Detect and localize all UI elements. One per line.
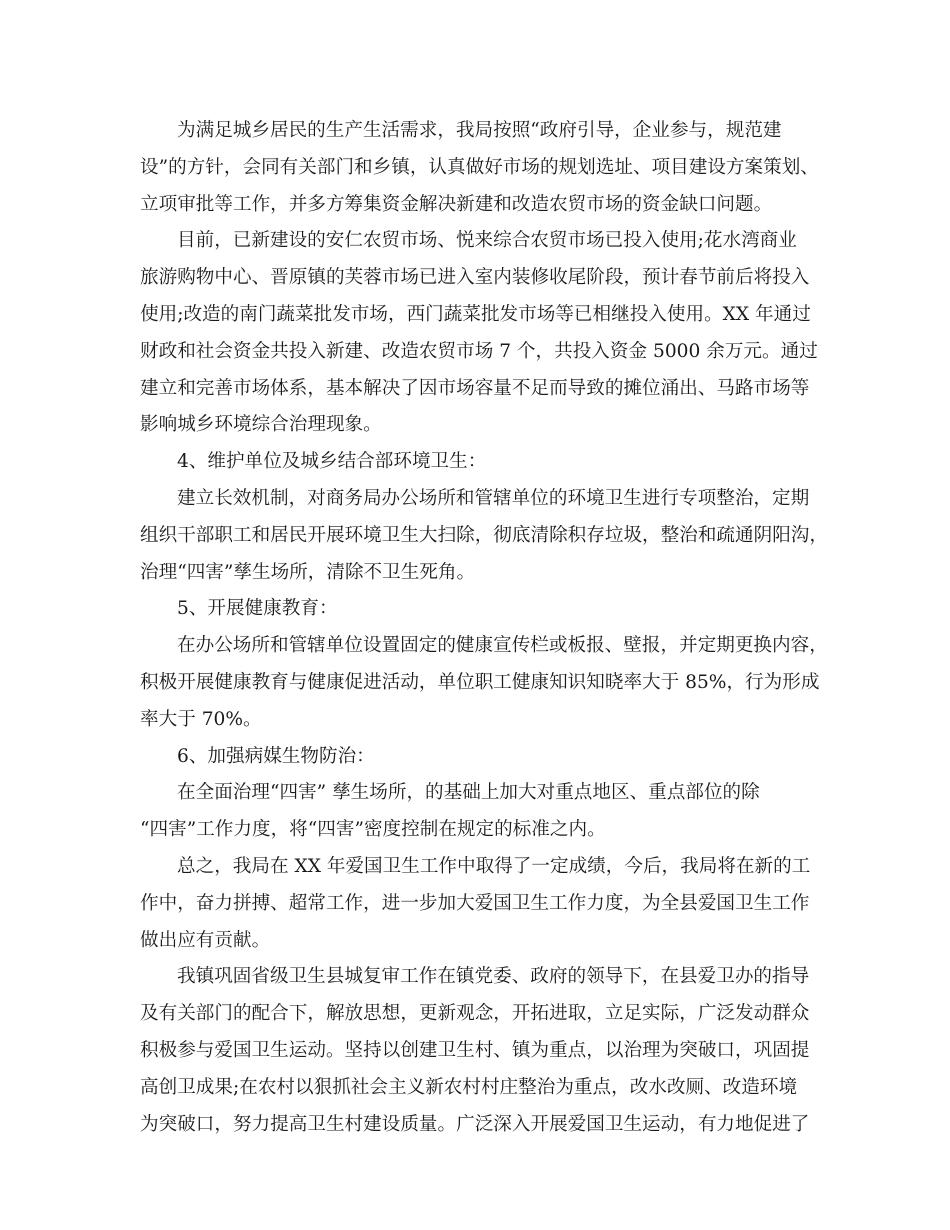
paragraph xyxy=(140,223,830,444)
text-line: 在全面治理“四害” 孳生场所，的基础上加大对重点地区、重点部位的除 xyxy=(177,782,760,804)
paragraph xyxy=(140,849,830,959)
text-line: 旅游购物中心、晋原镇的芙蓉市场已进入室内装修收尾阶段，预计春节前后将投入 xyxy=(140,267,810,289)
paragraph xyxy=(140,628,830,738)
text-line: 建立和完善市场体系，基本解决了因市场容量不足而导致的摊位涌出、马路市场等 xyxy=(140,377,810,399)
text-line: 设”的方针，会同有关部门和乡镇，认真做好市场的规划选址、项目建设方案策划、 xyxy=(140,156,819,178)
text-line: 积极参与爱国卫生运动。坚持以创建卫生村、镇为重点，以治理为突破口，巩固提 xyxy=(140,1039,810,1061)
paragraph xyxy=(140,113,830,223)
text-line: 影响城乡环境综合治理现象。 xyxy=(140,414,382,436)
text-line: 高创卫成果;在农村以狠抓社会主义新农村村庄整治为重点，改水改厕、改造环境 xyxy=(140,1076,798,1098)
text-line: 组织干部职工和居民开展环境卫生大扫除，彻底清除积存垃圾，整治和疏通阴阳沟， xyxy=(140,524,828,546)
paragraph xyxy=(140,775,830,849)
text-line: 为满足城乡居民的生产生活需求，我局按照“政府引导，企业参与，规范建 xyxy=(177,120,782,141)
text-line: 我镇巩固省级卫生县城复审工作在镇党委、政府的领导下，在县爱卫办的指导 xyxy=(177,966,810,988)
section-heading xyxy=(140,591,830,628)
text-line: 总之，我局在 XX 年爱国卫生工作中取得了一定成绩，今后，我局将在新的工 xyxy=(177,855,811,877)
text-line: 5、开展健康教育： xyxy=(177,598,338,620)
text-line: 立项审批等工作，并多方筹集资金解决新建和改造农贸市场的资金缺口问题。 xyxy=(140,193,773,215)
text-line: 及有关部门的配合下，解放思想，更新观念，开拓进取，立足实际，广泛发动群众 xyxy=(140,1003,810,1025)
text-line: 建立长效机制，对商务局办公场所和管辖单位的环境卫生进行专项整治，定期 xyxy=(177,487,810,509)
section-heading xyxy=(140,444,830,481)
text-line: 为突破口，努力提高卫生村建设质量。广泛深入开展爱国卫生运动，有力地促进了 xyxy=(140,1113,810,1135)
text-line: 作中，奋力拼搏、超常工作，进一步加大爱国卫生工作力度，为全县爱国卫生工作 xyxy=(140,892,810,914)
text-line: 率大于 70%。 xyxy=(140,708,262,730)
document-body xyxy=(140,113,830,1143)
text-line: 4、维护单位及城乡结合部环境卫生： xyxy=(177,451,487,473)
section-heading xyxy=(140,739,830,776)
text-line: 财政和社会资金共投入新建、改造农贸市场 7 个，共投入资金 5000 余万元。通过 xyxy=(140,340,818,362)
text-line: 使用;改造的南门蔬菜批发市场，西门蔬菜批发市场等已相继投入使用。XX 年通过 xyxy=(140,303,811,325)
paragraph xyxy=(140,959,830,1143)
paragraph xyxy=(140,481,830,591)
text-line: 6、加强病媒生物防治： xyxy=(177,745,375,767)
text-line: 治理“四害”孳生场所，清除不卫生死角。 xyxy=(140,561,476,583)
text-line: 积极开展健康教育与健康促进活动，单位职工健康知识知晓率大于 85%，行为形成 xyxy=(140,671,820,693)
text-line: 目前，已新建设的安仁农贸市场、悦来综合农贸市场已投入使用;花水湾商业 xyxy=(177,230,797,252)
text-line: 做出应有贡献。 xyxy=(140,929,271,951)
text-line: “四害”工作力度，将“四害”密度控制在规定的标准之内。 xyxy=(140,819,606,841)
text-line: 在办公场所和管辖单位设置固定的健康宣传栏或板报、壁报，并定期更换内容， xyxy=(177,635,828,657)
